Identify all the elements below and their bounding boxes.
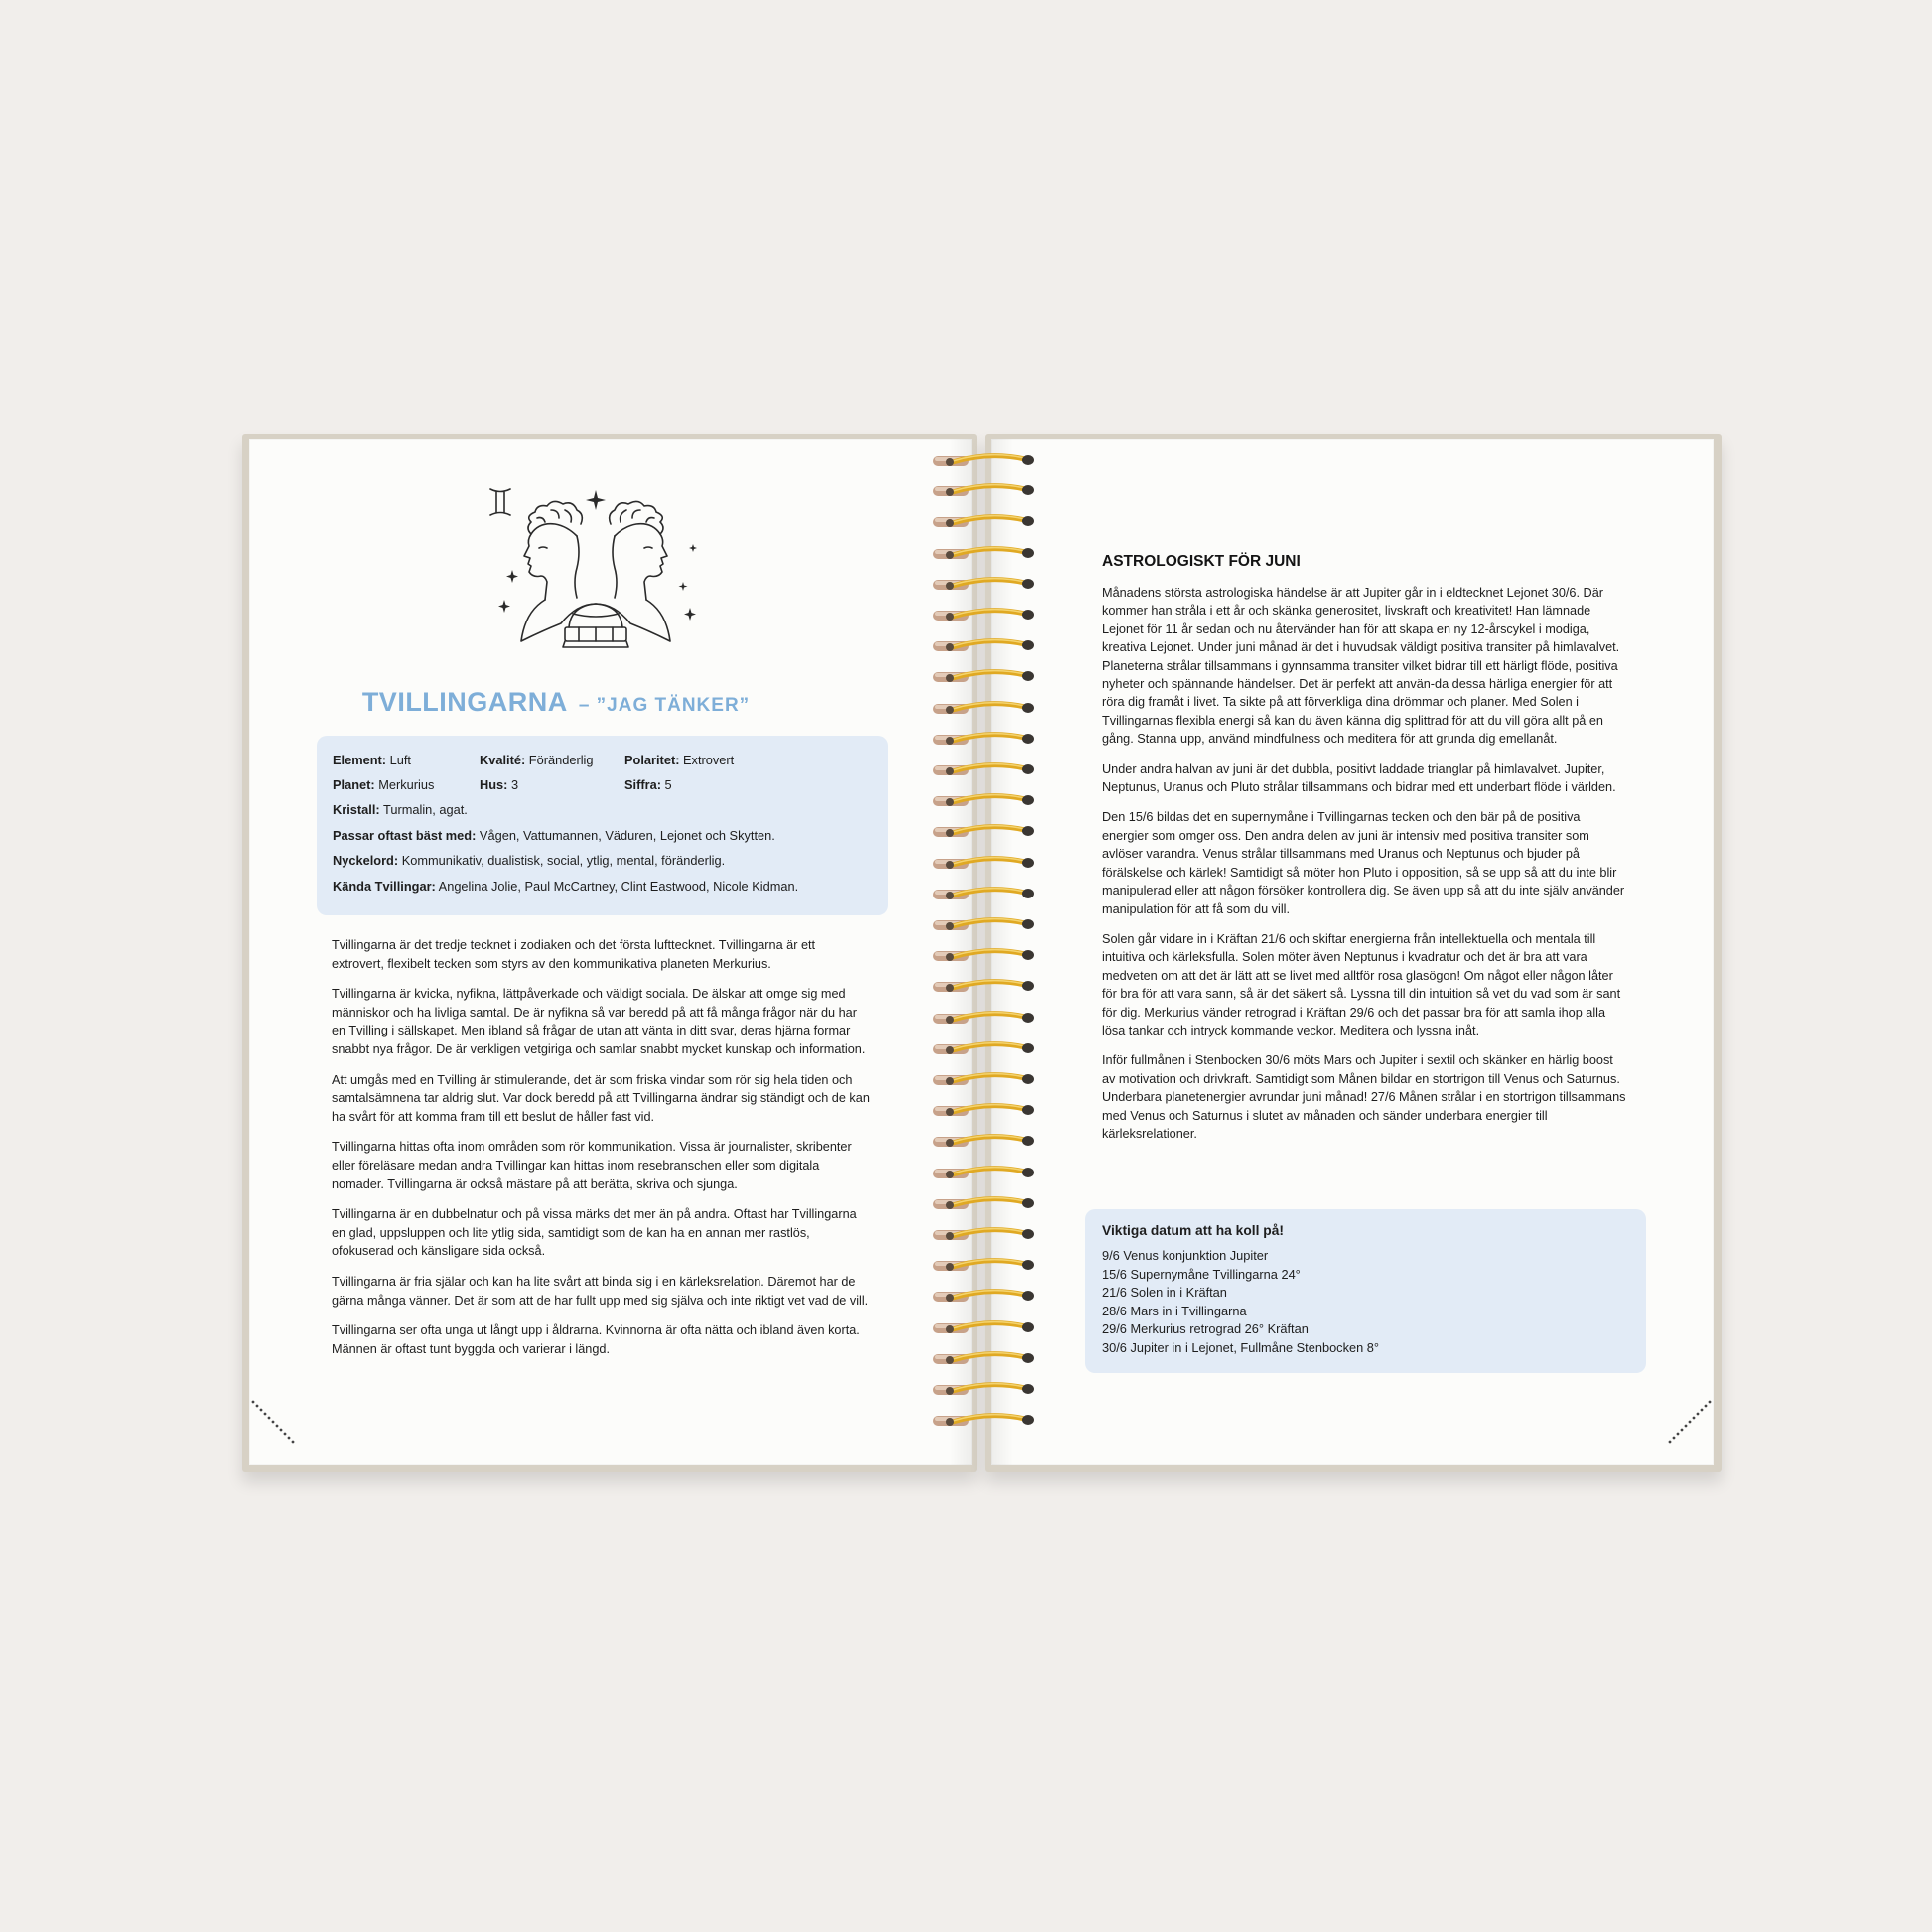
paragraph: Inför fullmånen i Stenbocken 30/6 möts Mars och Jupiter i sextil och skänker en härlig boost av motivation och drivkraft. Samtidigt som Månen bildar en stortrigon till Venus och Saturnus. Underbara planetenergier avrundar juni månad! 27/6 Månen strålar i en stortrigon tillsammans med Venus och Saturnus i slutet av månaden och sänder underbara energier till kärleksrelationer. [1102,1053,1626,1141]
spiral-ring [929,1351,1038,1365]
section-heading: ASTROLOGISKT FÖR JUNI [1102,553,1301,570]
paragraph: Tvillingarna är det tredje tecknet i zodiaken och det första lufttecknet. Tvillingarna är ett extrovert, flexibelt tecken som styrs av den kommunikativa planeten Merkurius. [332,938,816,971]
list-item: 15/6 Supernymåne Tvillingarna 24° [1102,1266,1301,1282]
corner-dots-decoration [1654,1396,1714,1446]
info-nyckelord: Nyckelord: Kommunikativ, dualistisk, social, ytlig, mental, föränderlig. [333,853,726,868]
paragraph: Solen går vidare in i Kräftan 21/6 och skiftar energierna från intellektuella och mentala till intuitiva och kärleksfulla. Solen möter även Neptunus i kvadratur och det är bra att vara medveten om att det är lätt att se livet med alltför rosa glasögon! Om något eller någon låter för bra för att vara sann, så är det säkert så. Lyssna till din intuition så vet du vad som är sant för dig. Merkurius vänder retrograd i Kräftan 29/6 och det passar bra för att samla ihop alla lösa tankar och intryck kommande veckor. Meditera och lyssna inåt. [1102,931,1621,1037]
spiral-ring [929,1166,1038,1179]
spiral-ring [929,1134,1038,1148]
spiral-ring [929,917,1038,931]
spiral-ring [929,1011,1038,1025]
spiral-ring [929,887,1038,900]
spiral-ring [929,1258,1038,1272]
info-element: Element: Luft [333,753,411,767]
spiral-binding [929,453,1038,1446]
info-kristall: Kristall: Turmalin, agat. [333,802,468,817]
spiral-ring [929,577,1038,591]
spiral-ring [929,793,1038,807]
paragraph: Tvillingarna ser ofta unga ut långt upp i åldrarna. Kvinnorna är ofta nätta och ibland även korta. Männen är oftast tunt byggda och varierar i längd. [332,1323,860,1356]
paragraph: Tvillingarna är fria själar och kan ha lite svårt att binda sig i en kärleksrelation. Däremot har de gärna många vänner. Det är som att de har fullt upp med sig själva och inte riktigt vet vad de vill. [332,1274,869,1308]
spiral-ring [929,483,1038,497]
important-dates-box [1085,1209,1646,1373]
list-item: 28/6 Mars in i Tvillingarna [1102,1303,1247,1318]
right-body-text [1102,584,1628,1155]
spiral-ring [929,638,1038,652]
spiral-ring [929,1413,1038,1427]
page-title [328,687,784,718]
spiral-ring [929,1382,1038,1396]
dates-list [1102,1247,1379,1358]
spiral-ring [929,1320,1038,1334]
spiral-ring [929,514,1038,528]
title-subtitle: – ”JAG TÄNKER” [578,695,751,716]
spiral-ring [929,856,1038,870]
corner-dots-decoration [249,1396,299,1446]
paragraph: Månadens största astrologiska händelse är att Jupiter går in i eldtecknet Lejonet 30/6. Där kommer han stråla i ett år och skänka generositet, livskraft och kreativitet! Han lämnade Lejonet för 11 år sedan och nu återvänder han för att skapa en ny 12-årscykel i modiga, kreativa Lejonet. Under juni månad är det i huvudsak väldigt positiva transiter på himlavalvet. Planeterna strålar tillsammans i gynnsamma transiter vilket bidrar till ett härligt flöde, positiva nyheter och spännande händelser. Det är perfekt att använ-da dessa härliga energier för att röra dig framåt i livet. Ta sikte på att förverkliga dina drömmar och planer. Med Solen i Tvillingarnas flexibla energi så kan du även känna dig splittrad för att du vill göra allt på en gång. Stanna upp, använd mindfulness och meditera för att grunda dig emellanåt. [1102,586,1620,747]
spiral-ring [929,1041,1038,1055]
spiral-ring [929,546,1038,560]
dates-box-title: Viktiga datum att ha koll på! [1102,1223,1284,1238]
list-item: 29/6 Merkurius retrograd 26° Kräftan [1102,1321,1309,1337]
paragraph: Tvillingarna hittas ofta inom områden som rör kommunikation. Vissa är journalister, skribenter eller föreläsare medan andra Tvillingar kan hittas inom resebranschen eller som digitala nomader. Tvillingarna är också mästare på att berätta, skriva och sjunga. [332,1140,852,1191]
spiral-ring [929,824,1038,838]
spiral-ring [929,1196,1038,1210]
spiral-ring [929,732,1038,746]
paragraph: Att umgås med en Tvilling är stimulerande, det är som friska vindar som rör sig hela tiden och samtalsämnena tar aldrig slut. Var dock beredd på att Tvillingarna ändrar sig ständigt och de kan ha svårt för att komma fram till ett beslut de håller fast vid. [332,1072,870,1124]
sign-info-box [317,736,888,915]
spiral-ring [929,979,1038,993]
info-kanda: Kända Tvillingar: Angelina Jolie, Paul McCartney, Clint Eastwood, Nicole Kidman. [333,879,799,894]
spiral-ring [929,1289,1038,1303]
left-body-text [332,936,870,1370]
spiral-ring [929,701,1038,715]
paragraph: Den 15/6 bildas det en supernymåne i Tvillingarnas tecken och den bär på de positiva energier som omger oss. Den andra delen av juni är intensiv med positiva transiter som avlöser varandra. Venus strålar tillsammans med Uranus och Neptunus och bjuder på förälskelse och kärlek! Samtidigt så möter hon Pluto i opposition, så se upp så att du inte blir manipulerad eller att någon försöker kontrollera dig. Se även upp så att du inte själv använder manipulation för att få som du vill. [1102,810,1625,916]
spiral-ring [929,1227,1038,1241]
info-passar: Passar oftast bäst med: Vågen, Vattumannen, Väduren, Lejonet och Skytten. [333,828,775,843]
list-item: 21/6 Solen in i Kräftan [1102,1285,1227,1301]
info-planet: Planet: Merkurius [333,777,435,792]
paragraph: Tvillingarna är en dubbelnatur och på vissa märks det mer än på andra. Oftast har Tvillingarna en glad, uppsluppen och lite ytlig sida, samtidigt som de kan ha en annan mer rastlös, ofokuserad och känsligare sida också. [332,1207,857,1259]
info-hus: Hus: 3 [480,777,519,792]
paragraph: Under andra halvan av juni är det dubbla, positivt laddade trianglar på himlavalvet. Jupiter, Neptunus, Uranus och Pluto strålar tillsammans och bidrar med ett underbart flöde i världen. [1102,761,1616,795]
spiral-ring [929,1103,1038,1117]
gemini-symbol-icon [490,489,510,515]
info-polaritet: Polaritet: Extrovert [624,753,735,767]
paragraph: Tvillingarna är kvicka, nyfikna, lättpåverkade och väldigt sociala. De älskar att omge sig med människor och ha livliga samtal. De är nyfikna så var beredd på att få många frågor när du har en Tvilling i sällskapet. Men ibland så frågar de utan att vänta in ditt svar, deras hjärna formar snabbt nya frågor. De är verkligen vetgiriga och samlar snabbt mycket kunskap och information. [332,987,866,1056]
info-siffra: Siffra: 5 [624,777,672,792]
title-main: TVILLINGARNA [361,687,567,717]
spiral-ring [929,453,1038,467]
spiral-ring [929,608,1038,621]
spiral-ring [929,948,1038,962]
spiral-ring [929,762,1038,776]
list-item: 9/6 Venus konjunktion Jupiter [1102,1248,1269,1263]
spiral-ring [929,1072,1038,1086]
spiral-ring [929,669,1038,683]
info-kvalite: Kvalité: Föränderlig [480,753,594,767]
list-item: 30/6 Jupiter in i Lejonet, Fullmåne Stenbocken 8° [1102,1339,1380,1355]
twin-busts-illustration [482,483,710,681]
